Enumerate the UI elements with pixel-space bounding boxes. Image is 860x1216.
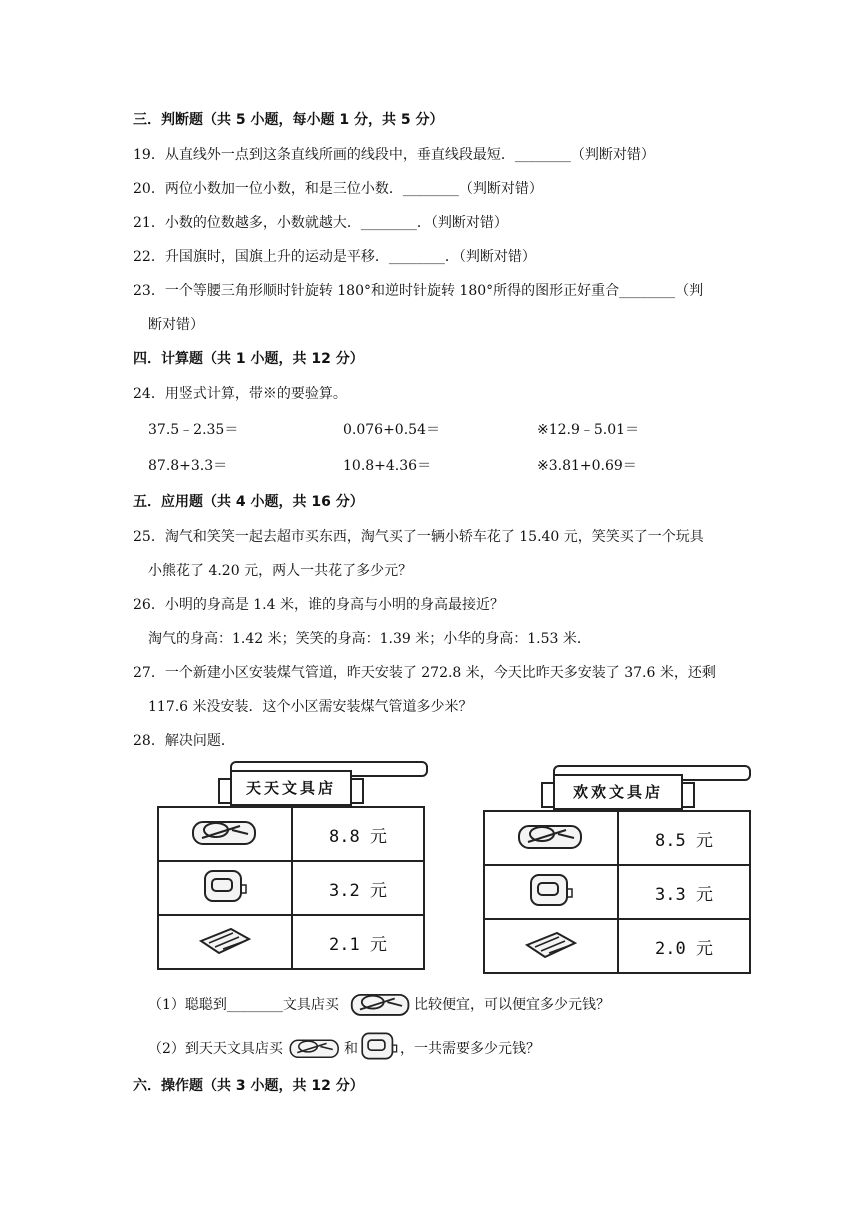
question-28: 28．解决问题．: [133, 733, 235, 749]
calc-item: 87.8+3.3＝: [148, 458, 228, 474]
store2-item-cell: [484, 919, 618, 973]
sub-question-1-start: （1）聪聪到________文具店买: [148, 997, 339, 1013]
store1-item-cell: [158, 807, 292, 861]
pencil-case-icon: [349, 984, 413, 1024]
question-23-line2: 断对错）: [148, 317, 204, 333]
store1-price-table: [157, 806, 425, 970]
calc-item: 10.8+4.36＝: [343, 458, 432, 474]
store2-item-cell: [484, 865, 618, 919]
section4-heading: 四．计算题（共 1 小题，共 12 分）: [133, 351, 364, 367]
question-25-line1: 25．淘气和笑笑一起去超市买东西，淘气买了一辆小轿车花了 15.40 元，笑笑买了一个玩具: [133, 529, 704, 545]
store1-price-2: 3.2 元: [292, 861, 424, 915]
sub-question-2-start: （2）到天天文具店买: [148, 1041, 283, 1057]
store1-price-1: 8.8 元: [292, 807, 424, 861]
sharpener-icon: [200, 865, 250, 907]
sub-question-2-and: 和: [344, 1041, 358, 1057]
store2-item-cell: [484, 811, 618, 865]
question-19: 19．从直线外一点到这条直线所画的线段中，垂直线段最短．________（判断对错）: [133, 147, 655, 163]
calc-item: 0.076+0.54＝: [343, 422, 440, 438]
store1-sign: 天天文具店: [230, 770, 352, 806]
store2-price-1: 8.5 元: [618, 811, 750, 865]
calc-item: ※3.81+0.69＝: [537, 458, 637, 474]
pencil-case-icon: [190, 814, 260, 850]
section5-heading: 五．应用题（共 4 小题，共 16 分）: [133, 494, 364, 510]
store2-price-2: 3.3 元: [618, 865, 750, 919]
calc-item: 37.5﹣2.35＝: [148, 422, 239, 438]
sharpener-icon: [358, 1028, 400, 1064]
pencil-case-icon: [516, 818, 586, 854]
question-27-line2: 117.6 米没安装．这个小区需安装煤气管道多少米？: [148, 699, 473, 715]
sharpener-icon: [526, 869, 576, 911]
store2-price-table: [483, 810, 751, 974]
store1-item-cell: [158, 915, 292, 969]
question-25-line2: 小熊花了 4.20 元，两人一共花了多少元？: [148, 563, 413, 579]
calc-item: ※12.9﹣5.01＝: [537, 422, 640, 438]
pencil-case-icon: [288, 1034, 342, 1062]
store1-item-cell: [158, 861, 292, 915]
question-20: 20．两位小数加一位小数，和是三位小数．________（判断对错）: [133, 181, 543, 197]
question-22: 22．升国旗时，国旗上升的运动是平移．________．（判断对错）: [133, 249, 536, 265]
sub-question-2-end: ，一共需要多少元钱？: [400, 1041, 540, 1057]
store1-price-3: 2.1 元: [292, 915, 424, 969]
question-26-line2: 淘气的身高：1.42 米；笑笑的身高：1.39 米；小华的身高：1.53 米．: [148, 631, 591, 647]
question-21: 21．小数的位数越多，小数就越大．________．（判断对错）: [133, 215, 508, 231]
section6-heading: 六．操作题（共 3 小题，共 12 分）: [133, 1078, 364, 1094]
question-26-line1: 26．小明的身高是 1.4 米，谁的身高与小明的身高最接近？: [133, 597, 504, 613]
eraser-icon: [195, 921, 255, 959]
store2-sign: 欢欢文具店: [553, 774, 683, 810]
question-27-line1: 27．一个新建小区安装煤气管道，昨天安装了 272.8 米，今天比昨天多安装了 37.6 米，还剩: [133, 665, 716, 681]
question-23-line1: 23．一个等腰三角形顺时针旋转 180°和逆时针旋转 180°所得的图形正好重合________（判: [133, 283, 704, 299]
question-24: 24．用竖式计算，带※的要验算。: [133, 386, 347, 402]
store2-price-3: 2.0 元: [618, 919, 750, 973]
sub-question-1-end: 比较便宜，可以便宜多少元钱？: [414, 997, 610, 1013]
eraser-icon: [521, 925, 581, 963]
section3-heading: 三．判断题（共 5 小题，每小题 1 分，共 5 分）: [133, 112, 444, 128]
